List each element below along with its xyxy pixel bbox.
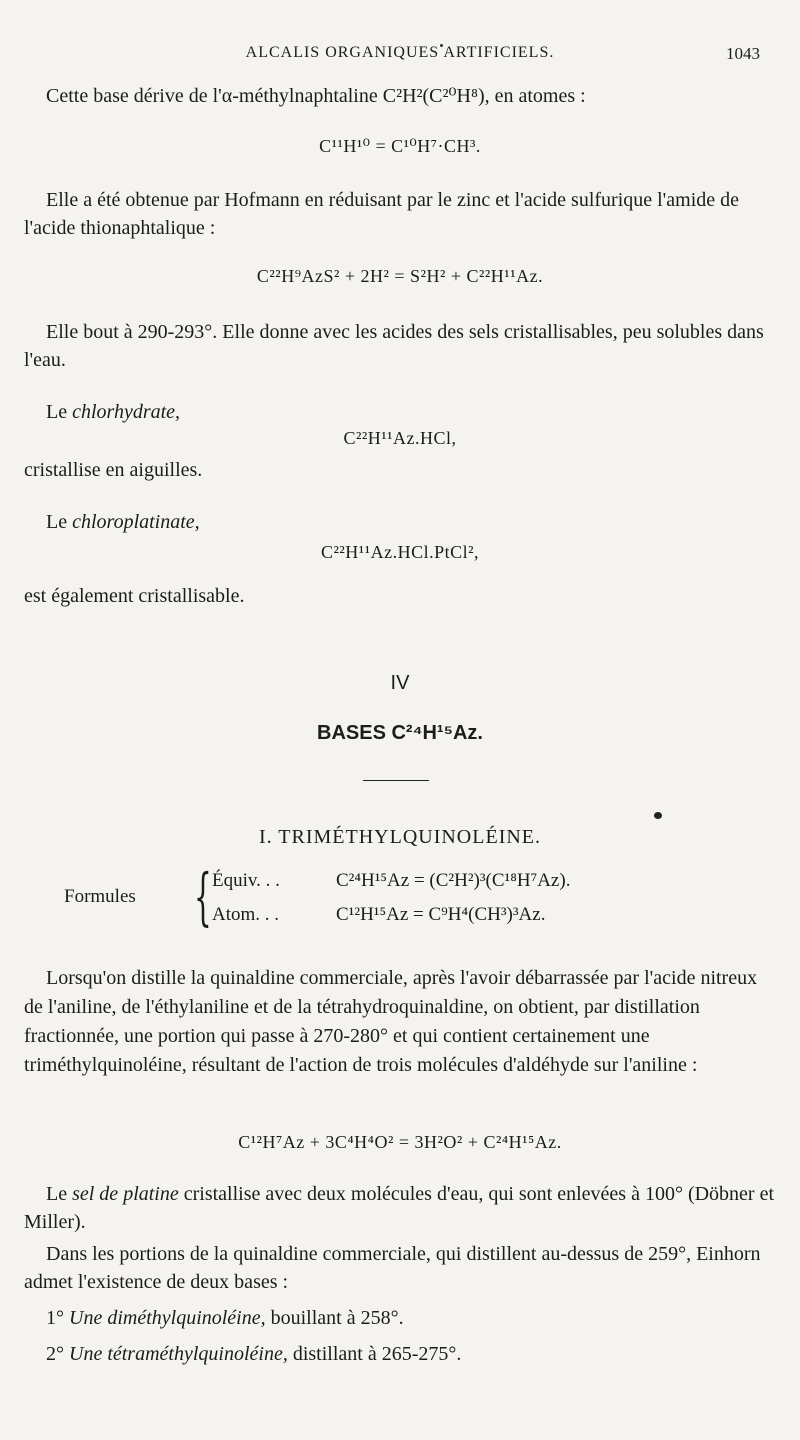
text-prefix: Le (46, 401, 73, 423)
subsection-title: I. TRIMÉTHYLQUINOLÉINE. (258, 826, 542, 848)
paragraph: est également cristallisable. (24, 585, 245, 607)
section-divider (363, 780, 429, 781)
section-numeral: IV (390, 672, 410, 694)
list-number: 2° (46, 1343, 69, 1365)
list-item (24, 1340, 776, 1368)
formula-row-value: C¹²H¹⁵Az = C⁹H⁴(CH³)³Az. (336, 904, 546, 925)
formules-block (64, 860, 764, 940)
formula-row-atom (212, 904, 545, 926)
list-text: distillant à 265-275°. (287, 1343, 462, 1365)
page-number: 1043 (726, 44, 760, 63)
list-number: 1° (46, 1307, 69, 1329)
formula: C¹¹H¹⁰ = C¹⁰H⁷·CH³. (319, 136, 481, 156)
formula: C²²H¹¹Az.HCl, (343, 428, 457, 448)
text-prefix: Le (46, 1183, 73, 1205)
paragraph (24, 508, 776, 536)
paragraph: Elle bout à 290-293°. Elle donne avec les acides des sels cristallisables, peu solubles dans l'eau. (24, 321, 764, 371)
running-head (0, 44, 800, 68)
running-title: ALCALIS ORGANIQUES ARTIFICIELS. (245, 44, 555, 61)
term-tetramethylquinoleine: Une tétraméthylquinoléine, (69, 1343, 288, 1365)
formula-row-value: C²⁴H¹⁵Az = (C²H²)³(C¹⁸H⁷Az). (336, 870, 571, 891)
list-item (24, 1304, 776, 1332)
paragraph: Lorsqu'on distille la quinaldine commerciale, après l'avoir débarrassée par l'acide nitreux de l'aniline, de l'éthylaniline et de la tétrahydroquinaldine, on obtient, par distillation fractionnée, une portion qui passe à 270-280° et qui contient certainement une triméthylquinoléine, résultant de l'action de trois molécules d'aldéhyde sur l'aniline : (24, 967, 758, 1076)
list-text: bouillant à 258°. (265, 1307, 404, 1329)
paragraph (24, 1180, 776, 1236)
paragraph: Dans les portions de la quinaldine commerciale, qui distillent au-dessus de 259°, Einhorn admet l'existence de deux bases : (24, 1243, 761, 1293)
text-prefix: Le (46, 511, 73, 533)
formula-row-label: Équiv. . . (212, 870, 280, 891)
formula-row-equiv (212, 870, 570, 892)
term-chlorhydrate: chlorhydrate, (72, 401, 181, 423)
paragraph: Cette base dérive de l'α-méthylnaphtaline C²H²(C²⁰H⁸), en atomes : (46, 85, 586, 107)
brace-icon: { (194, 860, 212, 933)
formula-row-label: Atom. . . (212, 904, 280, 925)
formules-label: Formules (64, 886, 136, 907)
paragraph: cristallise en aiguilles. (24, 459, 203, 481)
formula: C²²H¹¹Az.HCl.PtCl², (321, 542, 479, 562)
term-sel-de-platine: sel de platine (72, 1183, 179, 1205)
term-chloroplatinate: chloroplatinate, (72, 511, 200, 533)
ink-spot (654, 812, 662, 819)
paragraph (24, 398, 776, 426)
formula: C²²H⁹AzS² + 2H² = S²H² + C²²H¹¹Az. (256, 266, 544, 286)
term-dimethylquinoleine: Une diméthylquinoléine, (69, 1307, 266, 1329)
formula: C¹²H⁷Az + 3C⁴H⁴O² = 3H²O² + C²⁴H¹⁵Az. (238, 1132, 562, 1152)
paragraph: Elle a été obtenue par Hofmann en réduisant par le zinc et l'acide sulfurique l'amide de l'acide thionaphtalique : (24, 189, 740, 239)
section-title: BASES C²⁴H¹⁵Az. (317, 722, 483, 744)
text-suffix: cristallise avec deux molécules d'eau, qui sont enlevées à 100° (Döbner et Miller). (24, 1183, 775, 1233)
